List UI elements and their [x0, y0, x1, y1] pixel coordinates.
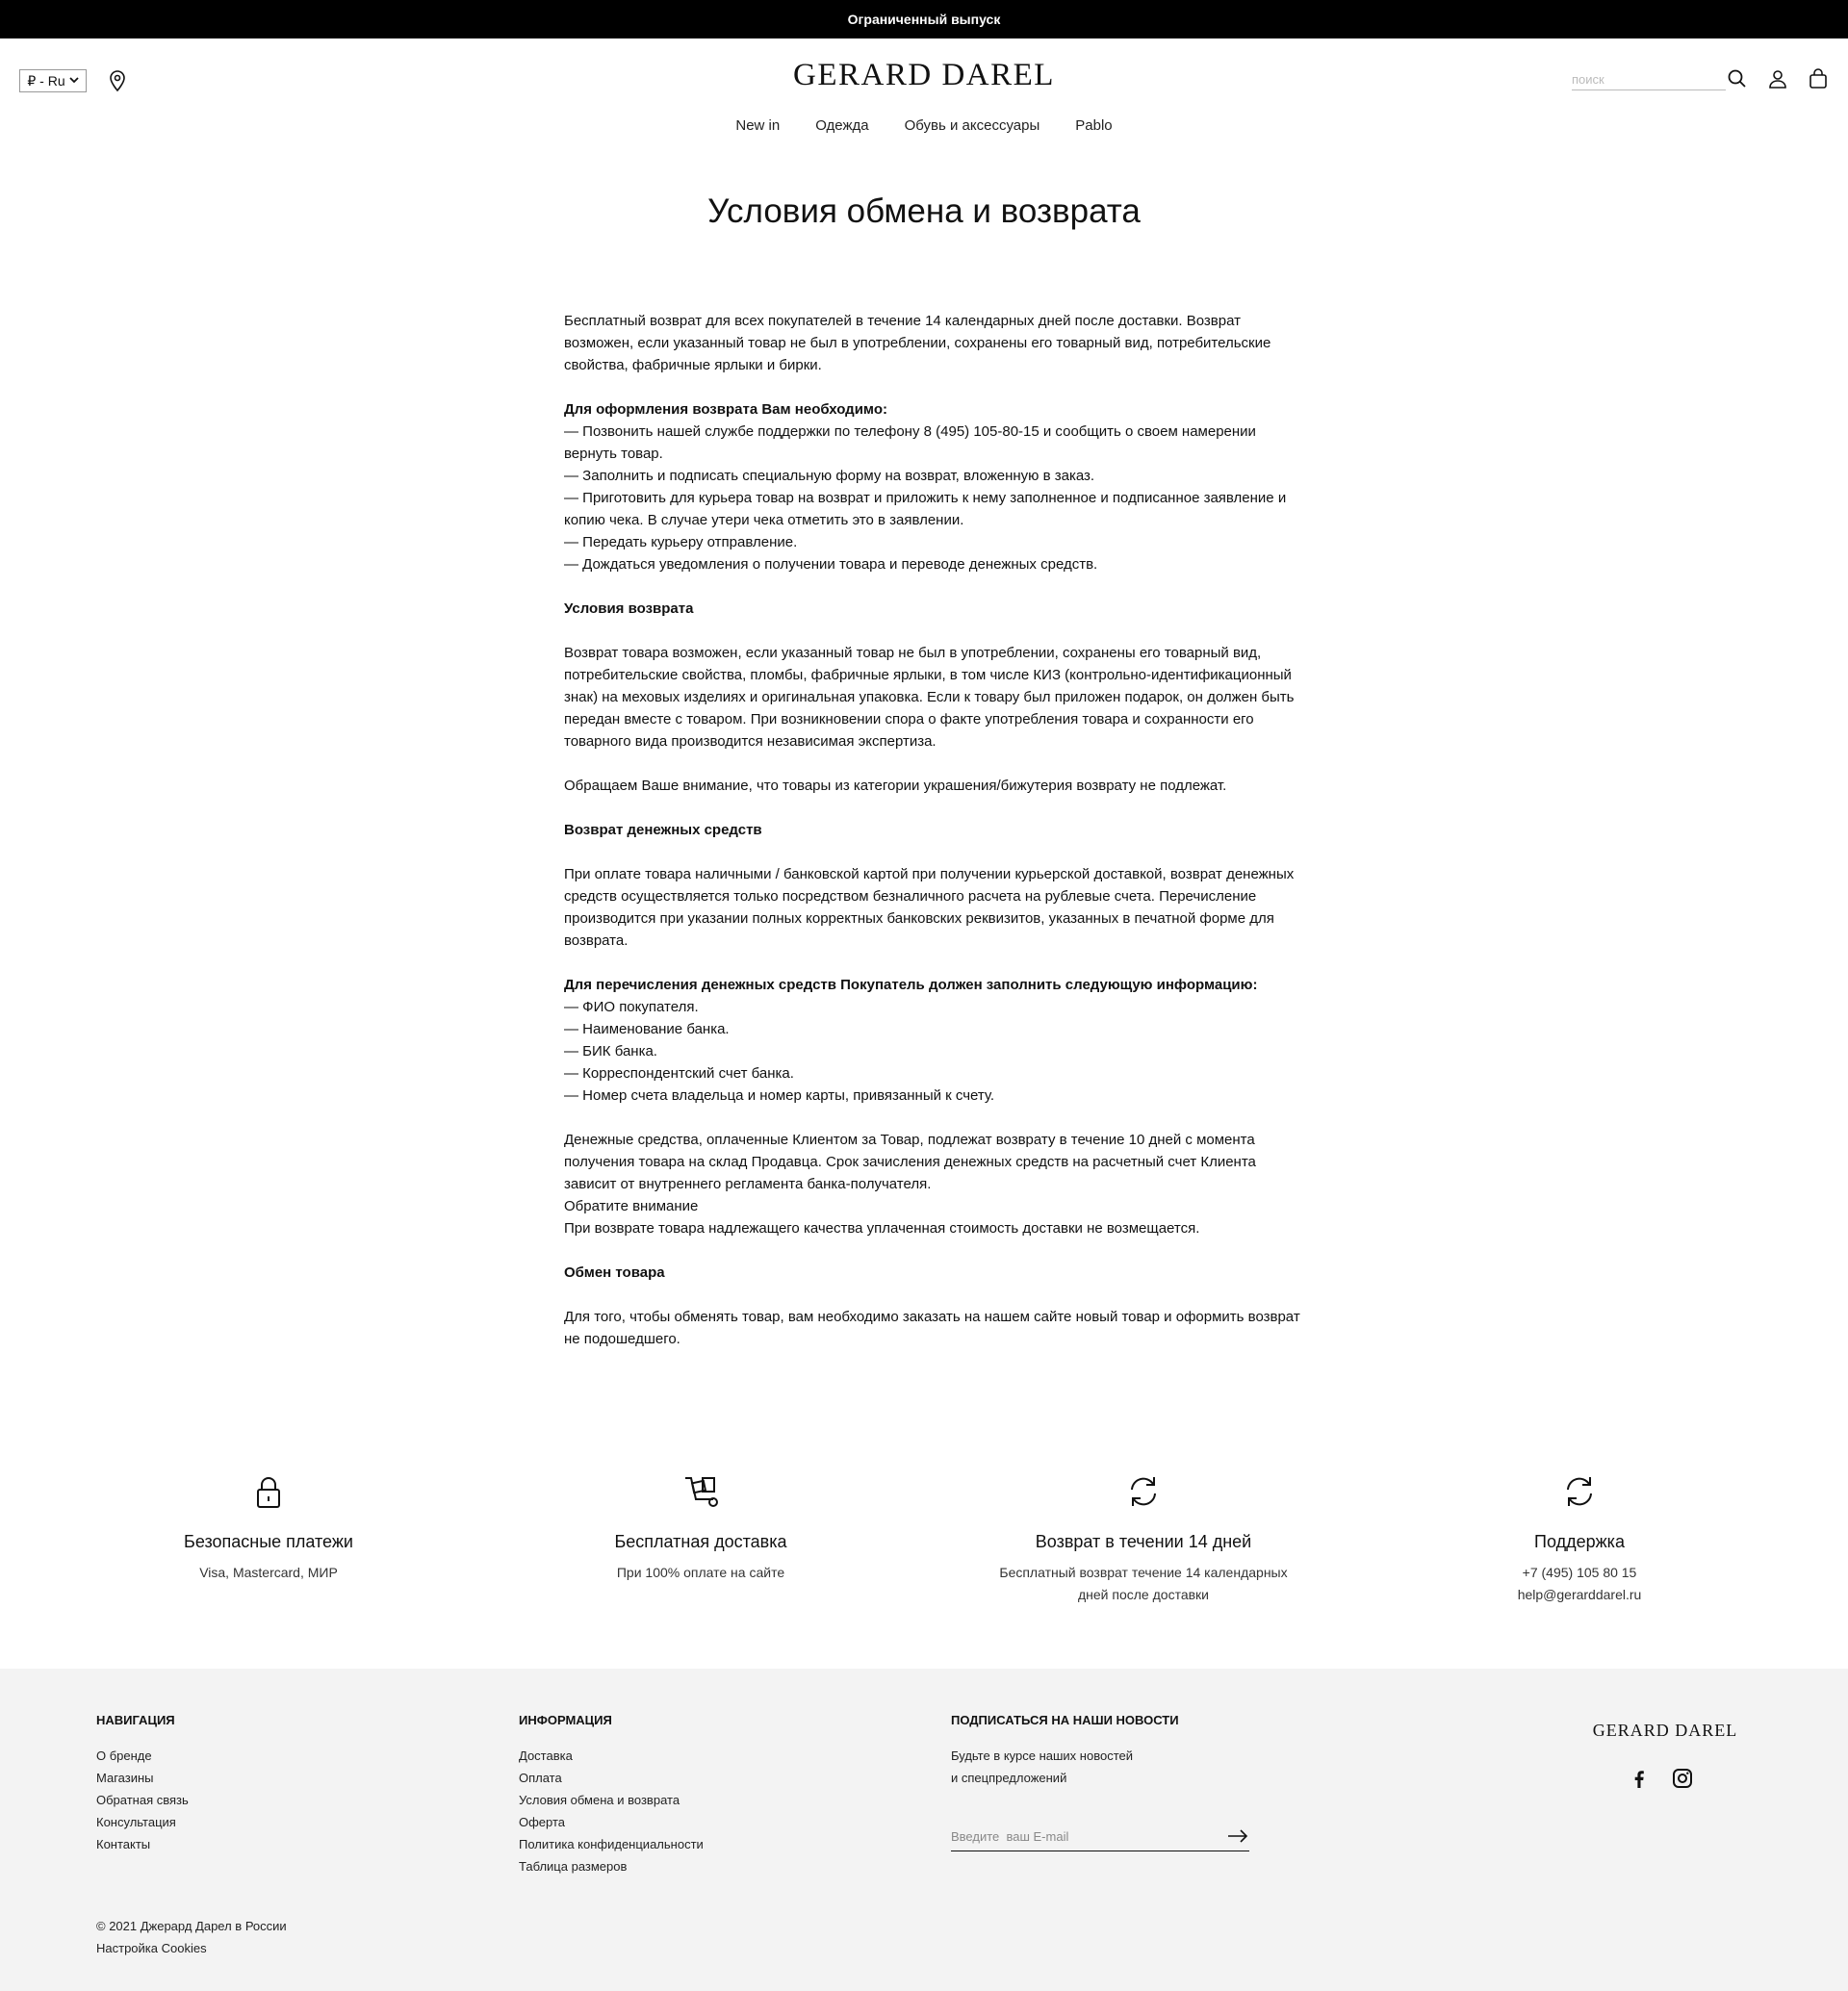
feature-secure-payments	[105, 1472, 432, 1584]
header	[0, 38, 1848, 154]
policy-content	[564, 310, 1305, 1372]
footer	[0, 1669, 1848, 1991]
footer-link-consultation[interactable]: Консультация	[96, 1815, 176, 1829]
footer-nav-heading: НАВИГАЦИЯ	[96, 1713, 175, 1727]
nav-item-new-in[interactable]: New in	[735, 117, 781, 134]
search-icon[interactable]	[1726, 67, 1749, 90]
cookie-settings-link[interactable]: Настройка Cookies	[96, 1941, 207, 1955]
features-row	[0, 1472, 1848, 1617]
list-item: — Передать курьеру отправление.	[564, 534, 798, 550]
nav-item-pablo[interactable]: Pablo	[1075, 117, 1113, 134]
shopping-bag-icon[interactable]	[1807, 67, 1830, 90]
location-pin-icon[interactable]	[108, 69, 127, 92]
delivery-icon	[681, 1472, 720, 1511]
main-nav	[0, 117, 1848, 134]
footer-link-about[interactable]: О бренде	[96, 1749, 152, 1763]
feature-title: Возврат в течении 14 дней	[1035, 1532, 1252, 1551]
feature-title: Поддержка	[1534, 1532, 1625, 1551]
feature-free-delivery	[537, 1472, 864, 1584]
footer-link-feedback[interactable]: Обратная связь	[96, 1793, 189, 1807]
attention-text: При возврате товара надлежащего качества уплаченная стоимость доставки не возмещается.	[564, 1220, 1200, 1237]
footer-link-delivery[interactable]: Доставка	[519, 1749, 573, 1763]
exchange-text: Для того, чтобы обменять товар, вам необходимо заказать на нашем сайте новый товар и оформить возврат не подошедшего.	[564, 1309, 1300, 1347]
feature-text: Бесплатный возврат течение 14 календарных дней после доставки	[999, 1565, 1288, 1602]
search-input[interactable]	[1572, 67, 1726, 90]
promo-text: Ограниченный выпуск	[847, 12, 1001, 27]
chevron-down-icon	[69, 75, 79, 87]
promo-banner	[0, 0, 1848, 38]
list-item: — Наименование банка.	[564, 1021, 730, 1037]
account-icon[interactable]	[1766, 67, 1789, 90]
subscribe-text: Будьте в курсе наших новостей	[951, 1749, 1133, 1763]
feature-returns	[980, 1472, 1307, 1606]
arrow-right-icon[interactable]	[1226, 1826, 1249, 1846]
email-field[interactable]	[951, 1823, 1211, 1850]
exchange-heading: Обмен товара	[564, 1264, 665, 1281]
list-item: — Номер счета владельца и номер карты, привязанный к счету.	[564, 1087, 995, 1104]
subscribe-text: и спецпредложений	[951, 1771, 1067, 1785]
currency-selector[interactable]	[19, 69, 87, 92]
currency-label: ₽ - Ru	[27, 72, 65, 89]
footer-link-size-chart[interactable]: Таблица размеров	[519, 1859, 628, 1874]
intro-text: Бесплатный возврат для всех покупателей в течение 14 календарных дней после доставки. Возврат возможен, если указанный товар не был в употреблении, сохранены его товарный вид, потребительские свойства, фабричные ярлыки и бирки.	[564, 313, 1271, 373]
feature-text: При 100% оплате на сайте	[616, 1565, 785, 1580]
footer-subscribe-heading: ПОДПИСАТЬСЯ НА НАШИ НОВОСТИ	[951, 1713, 1179, 1727]
footer-link-contacts[interactable]: Контакты	[96, 1837, 151, 1851]
footer-info-heading: ИНФОРМАЦИЯ	[519, 1713, 612, 1727]
list-item: — Дождаться уведомления о получении товара и переводе денежных средств.	[564, 556, 1098, 573]
copyright-text: © 2021 Джерард Дарел в России	[96, 1919, 287, 1933]
footer-nav-column	[96, 1713, 189, 1855]
subscribe-form	[951, 1823, 1249, 1851]
jewelry-note: Обращаем Ваше внимание, что товары из категории украшения/бижутерия возврату не подлежат.	[564, 778, 1227, 794]
footer-link-returns[interactable]: Условия обмена и возврата	[519, 1793, 680, 1807]
feature-support	[1416, 1472, 1743, 1606]
refresh-icon	[1560, 1472, 1599, 1511]
page-title: Условия обмена и возврата	[707, 192, 1141, 230]
list-item: — БИК банка.	[564, 1043, 657, 1059]
footer-info-column	[519, 1713, 704, 1877]
nav-item-clothing[interactable]: Одежда	[815, 117, 869, 134]
footer-link-offer[interactable]: Оферта	[519, 1815, 566, 1829]
list-item: — Корреспондентский счет банка.	[564, 1065, 794, 1082]
attention-label: Обратите внимание	[564, 1198, 699, 1214]
list-item: — ФИО покупателя.	[564, 999, 699, 1015]
brand-logo[interactable]: GERARD DAREL	[793, 58, 1055, 92]
footer-logo[interactable]: GERARD DAREL	[1592, 1721, 1738, 1740]
facebook-icon[interactable]	[1628, 1767, 1651, 1790]
footer-link-payment[interactable]: Оплата	[519, 1771, 562, 1785]
footer-subscribe-column	[951, 1713, 1179, 1789]
list-item: — Позвонить нашей службе поддержки по телефону 8 (495) 105-80-15 и сообщить о своем намерении вернуть товар.	[564, 423, 1256, 462]
footer-link-stores[interactable]: Магазины	[96, 1771, 154, 1785]
list-item: — Приготовить для курьера товар на возврат и приложить к нему заполненное и подписанное заявление и копию чека. В случае утери чека отметить это в заявлении.	[564, 490, 1287, 528]
refund-heading: Возврат денежных средств	[564, 822, 762, 838]
feature-title: Бесплатная доставка	[614, 1532, 787, 1551]
search-box	[1572, 67, 1726, 90]
support-phone[interactable]: +7 (495) 105 80 15	[1522, 1565, 1637, 1580]
list-item: — Заполнить и подписать специальную форму на возврат, вложенную в заказ.	[564, 468, 1095, 484]
conditions-text: Возврат товара возможен, если указанный товар не был в употреблении, сохранены его товарный вид, потребительские свойства, пломбы, фабричные ярлыки, в том числе КИЗ (контрольно-идентификационный знак) на меховых изделиях и оригинальная упаковка. Если к товару был приложен подарок, он должен быть передан вместе с товаром. При возникновении спора о факте употребления товара и сохранности его товарного вида производится независимая экспертиза.	[564, 645, 1295, 750]
refund-text: При оплате товара наличными / банковской картой при получении курьерской доставкой, возврат денежных средств осуществляется только посредством безналичного расчета на рублевые счета. Перечисление производится при указании полных корректных банковских реквизитов, указанных в печатной форме для возврата.	[564, 866, 1295, 949]
conditions-heading: Условия возврата	[564, 600, 694, 617]
lock-icon	[249, 1472, 288, 1511]
nav-item-shoes-accessories[interactable]: Обувь и аксессуары	[904, 117, 1040, 134]
support-email[interactable]: help@gerarddarel.ru	[1517, 1587, 1642, 1602]
copyright-block	[96, 1915, 287, 1959]
footer-link-privacy[interactable]: Политика конфиденциальности	[519, 1837, 704, 1851]
instagram-icon[interactable]	[1671, 1767, 1694, 1790]
feature-title: Безопасные платежи	[184, 1532, 353, 1551]
refund-terms: Денежные средства, оплаченные Клиентом за Товар, подлежат возврату в течение 10 дней с момента получения товара на склад Продавца. Срок зачисления денежных средств на расчетный счет Клиента зависит от внутреннего регламента банка-получателя.	[564, 1132, 1256, 1192]
refresh-icon	[1124, 1472, 1163, 1511]
info-heading: Для перечисления денежных средств Покупатель должен заполнить следующую информацию:	[564, 977, 1258, 993]
feature-text: Visa, Mastercard, МИР	[199, 1565, 338, 1580]
steps-heading: Для оформления возврата Вам необходимо:	[564, 401, 887, 418]
